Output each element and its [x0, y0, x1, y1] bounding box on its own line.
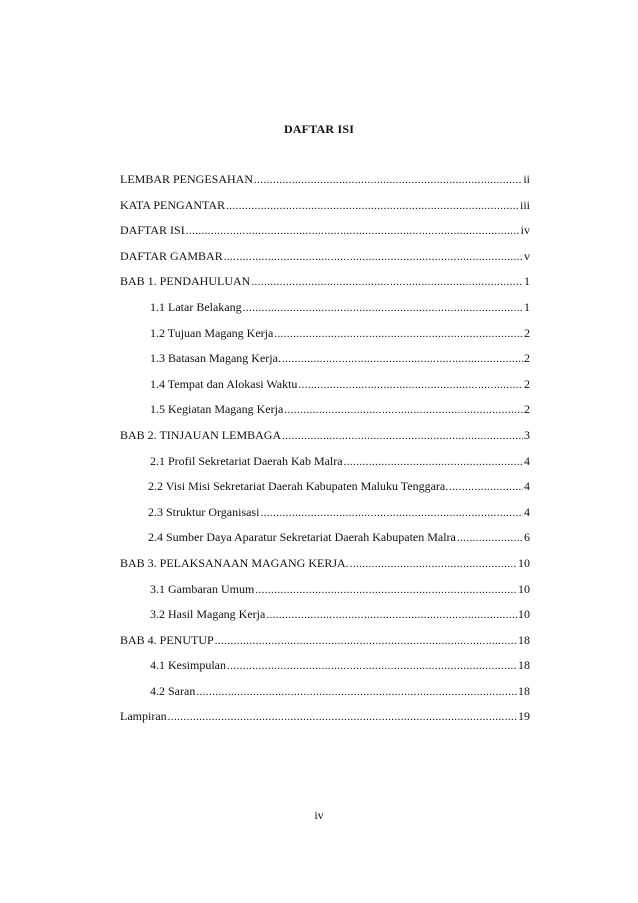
toc-entry-page: v: [524, 248, 530, 263]
toc-entry-label: BAB 1. PENDAHULUAN: [120, 274, 251, 289]
toc-entry-page: 10: [518, 607, 530, 622]
toc-entry-page: 18: [518, 658, 530, 673]
toc-entry-page: 4: [524, 453, 530, 468]
toc-entry: [120, 684, 530, 710]
toc-entry-page: 4: [524, 504, 530, 519]
toc-entry-page: 2: [524, 376, 530, 391]
toc-entry: [120, 505, 530, 531]
toc-leader-dots: [350, 558, 517, 570]
toc-entry-page: 2: [524, 351, 530, 366]
toc-entry-page: 6: [524, 530, 530, 545]
toc-entry: [120, 633, 530, 659]
toc-entry: [120, 479, 530, 505]
toc-entry-page: ii: [523, 172, 530, 186]
toc-entry: [120, 709, 530, 735]
toc-leader-dots: [251, 276, 523, 288]
toc-entry: [120, 274, 530, 300]
toc-leader-dots: [274, 328, 523, 340]
toc-entry-label: DAFTAR ISI: [120, 223, 185, 238]
toc-entry-label: DAFTAR GAMBAR: [120, 248, 223, 263]
page-number: iv: [314, 808, 324, 822]
toc-entry: [120, 172, 530, 198]
toc-leader-dots: [224, 251, 523, 263]
toc-entry: [120, 198, 530, 224]
toc-entry-page: iii: [519, 197, 530, 212]
toc-entry-page: 4: [524, 479, 530, 494]
toc-entry-label: 3.2 Hasil Magang Kerja: [150, 607, 266, 622]
toc-entry-label: 1.2 Tujuan Magang Kerja: [150, 325, 274, 340]
toc-entry-page: 18: [518, 683, 530, 698]
toc-leader-dots: [298, 379, 523, 391]
toc-entry: [120, 402, 530, 428]
toc-entry-label: 4.2 Saran: [150, 683, 196, 698]
toc-leader-dots: [284, 404, 523, 416]
toc-entry-label: 2.3 Struktur Organisasi: [148, 504, 260, 519]
toc-entry-label: 4.1 Kesimpulan: [150, 658, 226, 673]
toc-leader-dots: [260, 507, 523, 519]
toc-entry: [120, 454, 530, 480]
toc-leader-dots: [186, 225, 520, 237]
toc-entry-label: 3.1 Gambaran Umum: [150, 581, 255, 596]
toc-entry-label: Lampiran: [120, 709, 167, 724]
toc-leader-dots: [449, 481, 523, 493]
toc-leader-dots: [243, 302, 523, 314]
page-title: DAFTAR ISI: [283, 122, 355, 136]
toc-leader-dots: [344, 456, 523, 468]
toc-leader-dots: [168, 711, 517, 723]
toc-entry: [120, 249, 530, 275]
toc-entry-page: 1: [524, 299, 530, 314]
toc-entry-page: 2: [524, 325, 530, 340]
toc-leader-dots: [227, 660, 517, 672]
toc-entry: [120, 351, 530, 377]
toc-entry: [120, 607, 530, 633]
toc-entry-page: iv: [520, 223, 530, 238]
toc-entry-label: 1.5 Kegiatan Magang Kerja: [150, 402, 284, 417]
toc-leader-dots: [254, 174, 522, 186]
toc-entry-label: 1.3 Batasan Magang Kerja.: [150, 351, 281, 366]
toc-entry-page: 10: [518, 581, 530, 596]
toc-entry-page: 10: [518, 555, 530, 570]
table-of-contents: [120, 172, 530, 735]
toc-entry: [120, 428, 530, 454]
toc-entry-page: 18: [518, 632, 530, 647]
toc-entry: [120, 326, 530, 352]
toc-leader-dots: [282, 353, 523, 365]
toc-entry-label: BAB 4. PENUTUP: [120, 632, 214, 647]
toc-entry: [120, 223, 530, 249]
toc-leader-dots: [196, 686, 517, 698]
toc-entry-label: 1.1 Latar Belakang: [150, 299, 242, 314]
toc-entry-page: 2: [524, 402, 530, 417]
toc-leader-dots: [282, 430, 523, 442]
toc-entry: [120, 582, 530, 608]
toc-entry-label: 2.1 Profil Sekretariat Daerah Kab Malra: [150, 453, 343, 468]
toc-entry: [120, 530, 530, 556]
toc-leader-dots: [215, 635, 517, 647]
toc-entry: [120, 300, 530, 326]
toc-entry-page: 1: [524, 274, 530, 289]
toc-entry-label: 2.4 Sumber Daya Aparatur Sekretariat Daerah Kabupaten Malra: [148, 530, 456, 545]
toc-entry-label: BAB 3. PELAKSANAAN MAGANG KERJA.: [120, 555, 349, 570]
toc-entry: [120, 658, 530, 684]
toc-entry-page: 19: [518, 709, 530, 724]
toc-entry-label: LEMBAR PENGESAHAN: [120, 172, 254, 186]
toc-leader-dots: [226, 200, 519, 212]
toc-entry-label: BAB 2. TINJAUAN LEMBAGA: [120, 427, 282, 442]
toc-entry-label: 1.4 Tempat dan Alokasi Waktu: [150, 376, 298, 391]
toc-leader-dots: [266, 609, 517, 621]
toc-leader-dots: [457, 532, 523, 544]
toc-entry: [120, 377, 530, 403]
toc-leader-dots: [255, 584, 517, 596]
toc-entry-label: 2.2 Visi Misi Sekretariat Daerah Kabupaten Maluku Tenggara.: [148, 479, 449, 494]
toc-entry-page: 3: [524, 427, 530, 442]
toc-entry-label: KATA PENGANTAR: [120, 197, 226, 212]
toc-entry: [120, 556, 530, 582]
